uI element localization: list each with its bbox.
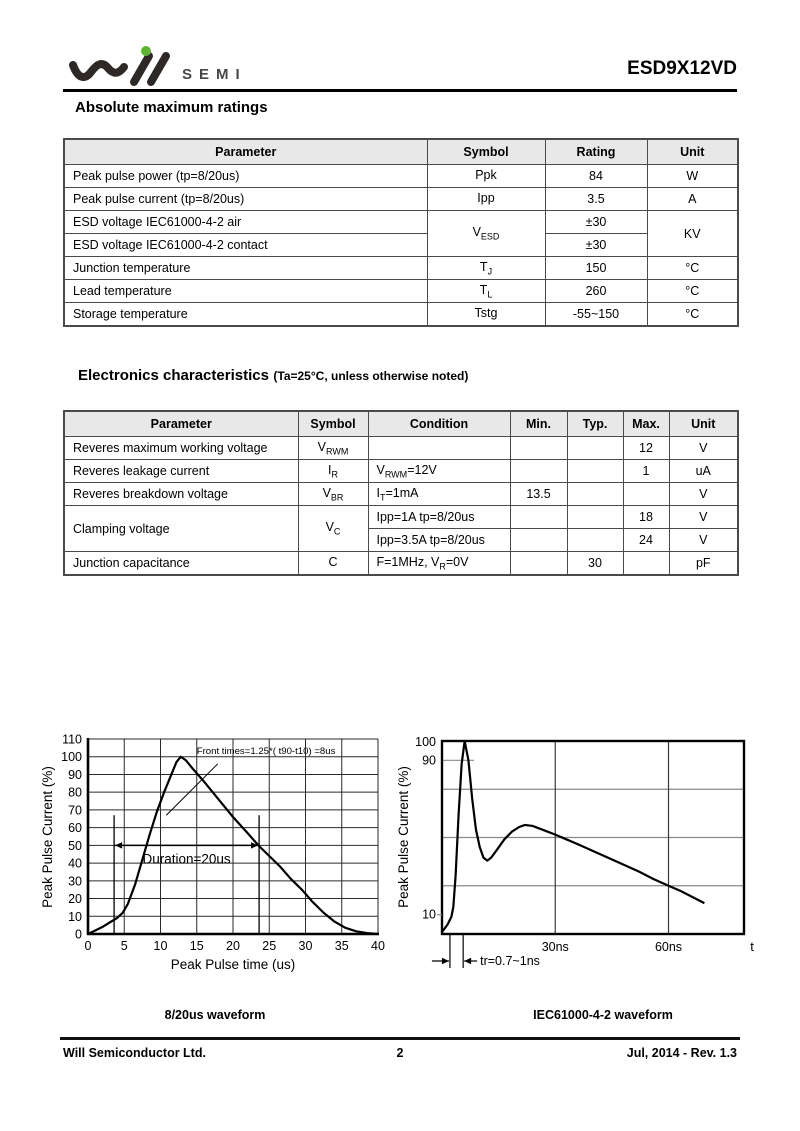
y-tick-label: 0 bbox=[75, 927, 82, 942]
unit-cell: V bbox=[669, 529, 738, 552]
y-tick-label: 50 bbox=[68, 838, 82, 853]
condition-text: Ipp=1A tp=8/20us bbox=[376, 510, 475, 524]
footer-page-number: 2 bbox=[396, 1046, 404, 1060]
y-tick-label: 90 bbox=[68, 767, 82, 782]
caption-left: 8/20us waveform bbox=[164, 1008, 266, 1022]
symbol-cell bbox=[298, 506, 368, 552]
min-cell: 13.5 bbox=[510, 483, 567, 506]
min-cell bbox=[510, 460, 567, 483]
rating-cell: 150 bbox=[545, 257, 647, 280]
header-rule bbox=[63, 89, 737, 92]
table-row bbox=[64, 506, 738, 529]
max-cell bbox=[623, 552, 669, 576]
col-header: Symbol bbox=[298, 411, 368, 437]
front-times-label: Front times=1.25*( t90-t10) =8us bbox=[196, 746, 336, 757]
unit-cell: °C bbox=[647, 303, 738, 327]
y-tick-label: 100 bbox=[415, 735, 436, 749]
arrowhead-icon bbox=[115, 842, 122, 848]
logo-semi-text: SEMI bbox=[182, 66, 247, 83]
symbol-cell bbox=[298, 460, 368, 483]
col-header: Condition bbox=[368, 411, 510, 437]
condition-text: =0V bbox=[445, 554, 469, 569]
footer-company: Will Semiconductor Ltd. bbox=[63, 1046, 206, 1060]
table-row bbox=[64, 303, 738, 327]
symbol-sub: RWM bbox=[326, 446, 349, 457]
arrowhead-icon bbox=[442, 958, 449, 964]
chart-iec61000-waveform bbox=[396, 727, 768, 979]
y-tick-label: 10 bbox=[422, 907, 436, 922]
condition-cell bbox=[368, 483, 510, 506]
rating-cell: ±30 bbox=[545, 234, 647, 257]
condition-cell bbox=[368, 437, 510, 460]
arrowhead-icon bbox=[464, 958, 471, 964]
logo-slash-2 bbox=[151, 56, 166, 82]
condition-text: =1mA bbox=[385, 485, 419, 500]
elec-char-title: Electronics characteristics bbox=[78, 367, 269, 384]
condition-text: I bbox=[376, 485, 380, 500]
y-axis-label: Peak Pulse Current (%) bbox=[396, 766, 411, 908]
unit-cell: A bbox=[647, 188, 738, 211]
x-tick-label: 30 bbox=[298, 939, 313, 953]
table-header-row bbox=[64, 411, 738, 437]
x-axis-label: Peak Pulse time (us) bbox=[170, 957, 296, 972]
param-cell: Storage temperature bbox=[64, 303, 427, 327]
unit-cell: °C bbox=[647, 280, 738, 303]
table-row bbox=[64, 437, 738, 460]
y-tick-label: 90 bbox=[422, 753, 436, 768]
x-axis-label: t bbox=[750, 939, 754, 954]
typ-cell bbox=[567, 529, 623, 552]
col-header: Unit bbox=[669, 411, 738, 437]
table-row bbox=[64, 460, 738, 483]
y-tick-label: 40 bbox=[68, 856, 82, 871]
col-header: Rating bbox=[545, 139, 647, 165]
will-semi-logo bbox=[66, 46, 176, 88]
typ-cell bbox=[567, 483, 623, 506]
unit-cell: uA bbox=[669, 460, 738, 483]
unit-cell: W bbox=[647, 165, 738, 188]
symbol-sub: BR bbox=[330, 492, 344, 503]
x-tick-label: 40 bbox=[371, 939, 385, 953]
condition-sub: T bbox=[379, 492, 386, 503]
min-cell bbox=[510, 552, 567, 576]
x-tick-label: 5 bbox=[120, 939, 128, 953]
col-header: Symbol bbox=[427, 139, 545, 165]
symbol-cell bbox=[427, 211, 545, 257]
table-header-row bbox=[64, 139, 738, 165]
unit-cell: V bbox=[669, 506, 738, 529]
y-tick-label: 70 bbox=[68, 803, 82, 818]
logo-wave bbox=[73, 64, 124, 77]
x-tick-label: 30ns bbox=[541, 940, 569, 954]
rating-cell: ±30 bbox=[545, 211, 647, 234]
y-tick-label: 10 bbox=[68, 909, 82, 924]
table-row bbox=[64, 280, 738, 303]
symbol-sub: ESD bbox=[480, 231, 500, 242]
symbol-text: Ipp bbox=[477, 190, 495, 205]
param-cell: Peak pulse power (tp=8/20us) bbox=[64, 165, 427, 188]
condition-cell bbox=[368, 460, 510, 483]
x-tick-label: 25 bbox=[262, 939, 277, 953]
min-cell bbox=[510, 506, 567, 529]
y-tick-label: 110 bbox=[62, 732, 82, 747]
table-row bbox=[64, 234, 738, 257]
symbol-text: V bbox=[317, 439, 326, 454]
unit-cell: pF bbox=[669, 552, 738, 576]
condition-cell bbox=[368, 552, 510, 576]
table-row bbox=[64, 165, 738, 188]
symbol-text: V bbox=[325, 520, 334, 535]
elec-char-subtitle: (Ta=25°C, unless otherwise noted) bbox=[273, 369, 469, 383]
y-axis-label: Peak Pulse Current (%) bbox=[40, 766, 55, 908]
discharge-curve bbox=[442, 741, 704, 932]
param-cell: Lead temperature bbox=[64, 280, 427, 303]
x-tick-label: 20 bbox=[226, 939, 240, 953]
col-header: Parameter bbox=[64, 411, 298, 437]
table-row bbox=[64, 211, 738, 234]
unit-cell: V bbox=[669, 437, 738, 460]
unit-cell: KV bbox=[647, 211, 738, 257]
rating-cell: 260 bbox=[545, 280, 647, 303]
symbol-text: C bbox=[328, 554, 338, 569]
symbol-cell bbox=[427, 188, 545, 211]
max-cell: 24 bbox=[623, 529, 669, 552]
table-row bbox=[64, 257, 738, 280]
abs-max-table bbox=[63, 138, 739, 327]
max-cell: 18 bbox=[623, 506, 669, 529]
caption-right: IEC61000-4-2 waveform bbox=[533, 1008, 673, 1022]
symbol-cell bbox=[427, 257, 545, 280]
col-header: Max. bbox=[623, 411, 669, 437]
symbol-sub: R bbox=[331, 469, 338, 480]
max-cell bbox=[623, 483, 669, 506]
symbol-text: I bbox=[328, 462, 332, 477]
col-header: Typ. bbox=[567, 411, 623, 437]
logo-slash-1 bbox=[134, 56, 149, 82]
symbol-text: T bbox=[479, 282, 488, 297]
abs-max-title: Absolute maximum ratings bbox=[75, 99, 268, 116]
condition-cell bbox=[368, 529, 510, 552]
y-tick-label: 80 bbox=[68, 785, 82, 800]
typ-cell bbox=[567, 460, 623, 483]
x-tick-label: 10 bbox=[153, 939, 168, 953]
param-cell: Reveres breakdown voltage bbox=[64, 483, 298, 506]
condition-text: F=1MHz, V bbox=[376, 554, 440, 569]
rating-cell: -55~150 bbox=[545, 303, 647, 327]
symbol-sub: J bbox=[487, 266, 493, 277]
table-row bbox=[64, 552, 738, 576]
elec-char-table bbox=[63, 410, 739, 576]
symbol-text: V bbox=[472, 225, 481, 240]
chart-8-20us-waveform bbox=[40, 727, 392, 979]
footer-revision: Jul, 2014 - Rev. 1.3 bbox=[626, 1046, 737, 1060]
param-cell: Peak pulse current (tp=8/20us) bbox=[64, 188, 427, 211]
min-cell bbox=[510, 437, 567, 460]
x-tick-label: 35 bbox=[334, 939, 349, 953]
symbol-sub: L bbox=[487, 289, 493, 300]
y-tick-label: 20 bbox=[68, 892, 82, 907]
rating-cell: 3.5 bbox=[545, 188, 647, 211]
condition-sub: RWM bbox=[384, 469, 408, 480]
param-cell: ESD voltage IEC61000-4-2 contact bbox=[64, 234, 427, 257]
symbol-cell bbox=[427, 303, 545, 327]
typ-cell bbox=[567, 437, 623, 460]
x-tick-label: 0 bbox=[84, 939, 92, 953]
symbol-cell bbox=[298, 552, 368, 576]
symbol-text: V bbox=[322, 485, 331, 500]
condition-cell bbox=[368, 506, 510, 529]
table-row bbox=[64, 483, 738, 506]
condition-text: Ipp=3.5A tp=8/20us bbox=[376, 533, 485, 547]
symbol-text: Ppk bbox=[475, 167, 497, 182]
max-cell: 1 bbox=[623, 460, 669, 483]
part-number: ESD9X12VD bbox=[627, 58, 737, 79]
unit-cell: °C bbox=[647, 257, 738, 280]
typ-cell bbox=[567, 506, 623, 529]
condition-text: V bbox=[376, 462, 385, 477]
max-cell: 12 bbox=[623, 437, 669, 460]
symbol-sub: C bbox=[333, 526, 341, 537]
param-cell: ESD voltage IEC61000-4-2 air bbox=[64, 211, 427, 234]
condition-sub: R bbox=[439, 561, 446, 572]
param-cell: Clamping voltage bbox=[64, 506, 298, 552]
symbol-cell bbox=[298, 437, 368, 460]
rise-time-label: tr=0.7~1ns bbox=[480, 954, 540, 968]
x-tick-label: 60ns bbox=[654, 940, 683, 954]
col-header: Min. bbox=[510, 411, 567, 437]
duration-label: Duration=20us bbox=[142, 851, 231, 867]
typ-cell: 30 bbox=[567, 552, 623, 576]
symbol-cell bbox=[298, 483, 368, 506]
symbol-cell bbox=[427, 165, 545, 188]
elec-char-title-row bbox=[78, 367, 468, 385]
param-cell: Junction temperature bbox=[64, 257, 427, 280]
col-header: Unit bbox=[647, 139, 738, 165]
symbol-text: T bbox=[479, 259, 488, 274]
x-tick-label: 15 bbox=[189, 939, 204, 953]
unit-cell: V bbox=[669, 483, 738, 506]
condition-text: =12V bbox=[407, 462, 437, 477]
rating-cell: 84 bbox=[545, 165, 647, 188]
y-tick-label: 30 bbox=[68, 874, 82, 889]
table-row bbox=[64, 188, 738, 211]
footer-rule bbox=[60, 1037, 740, 1040]
param-cell: Junction capacitance bbox=[64, 552, 298, 576]
y-tick-label: 60 bbox=[68, 821, 82, 836]
y-tick-label: 100 bbox=[61, 750, 82, 765]
logo-dot bbox=[141, 46, 151, 56]
symbol-cell bbox=[427, 280, 545, 303]
param-cell: Reveres maximum working voltage bbox=[64, 437, 298, 460]
col-header: Parameter bbox=[64, 139, 427, 165]
symbol-text: Tstg bbox=[474, 305, 498, 320]
min-cell bbox=[510, 529, 567, 552]
param-cell: Reveres leakage current bbox=[64, 460, 298, 483]
